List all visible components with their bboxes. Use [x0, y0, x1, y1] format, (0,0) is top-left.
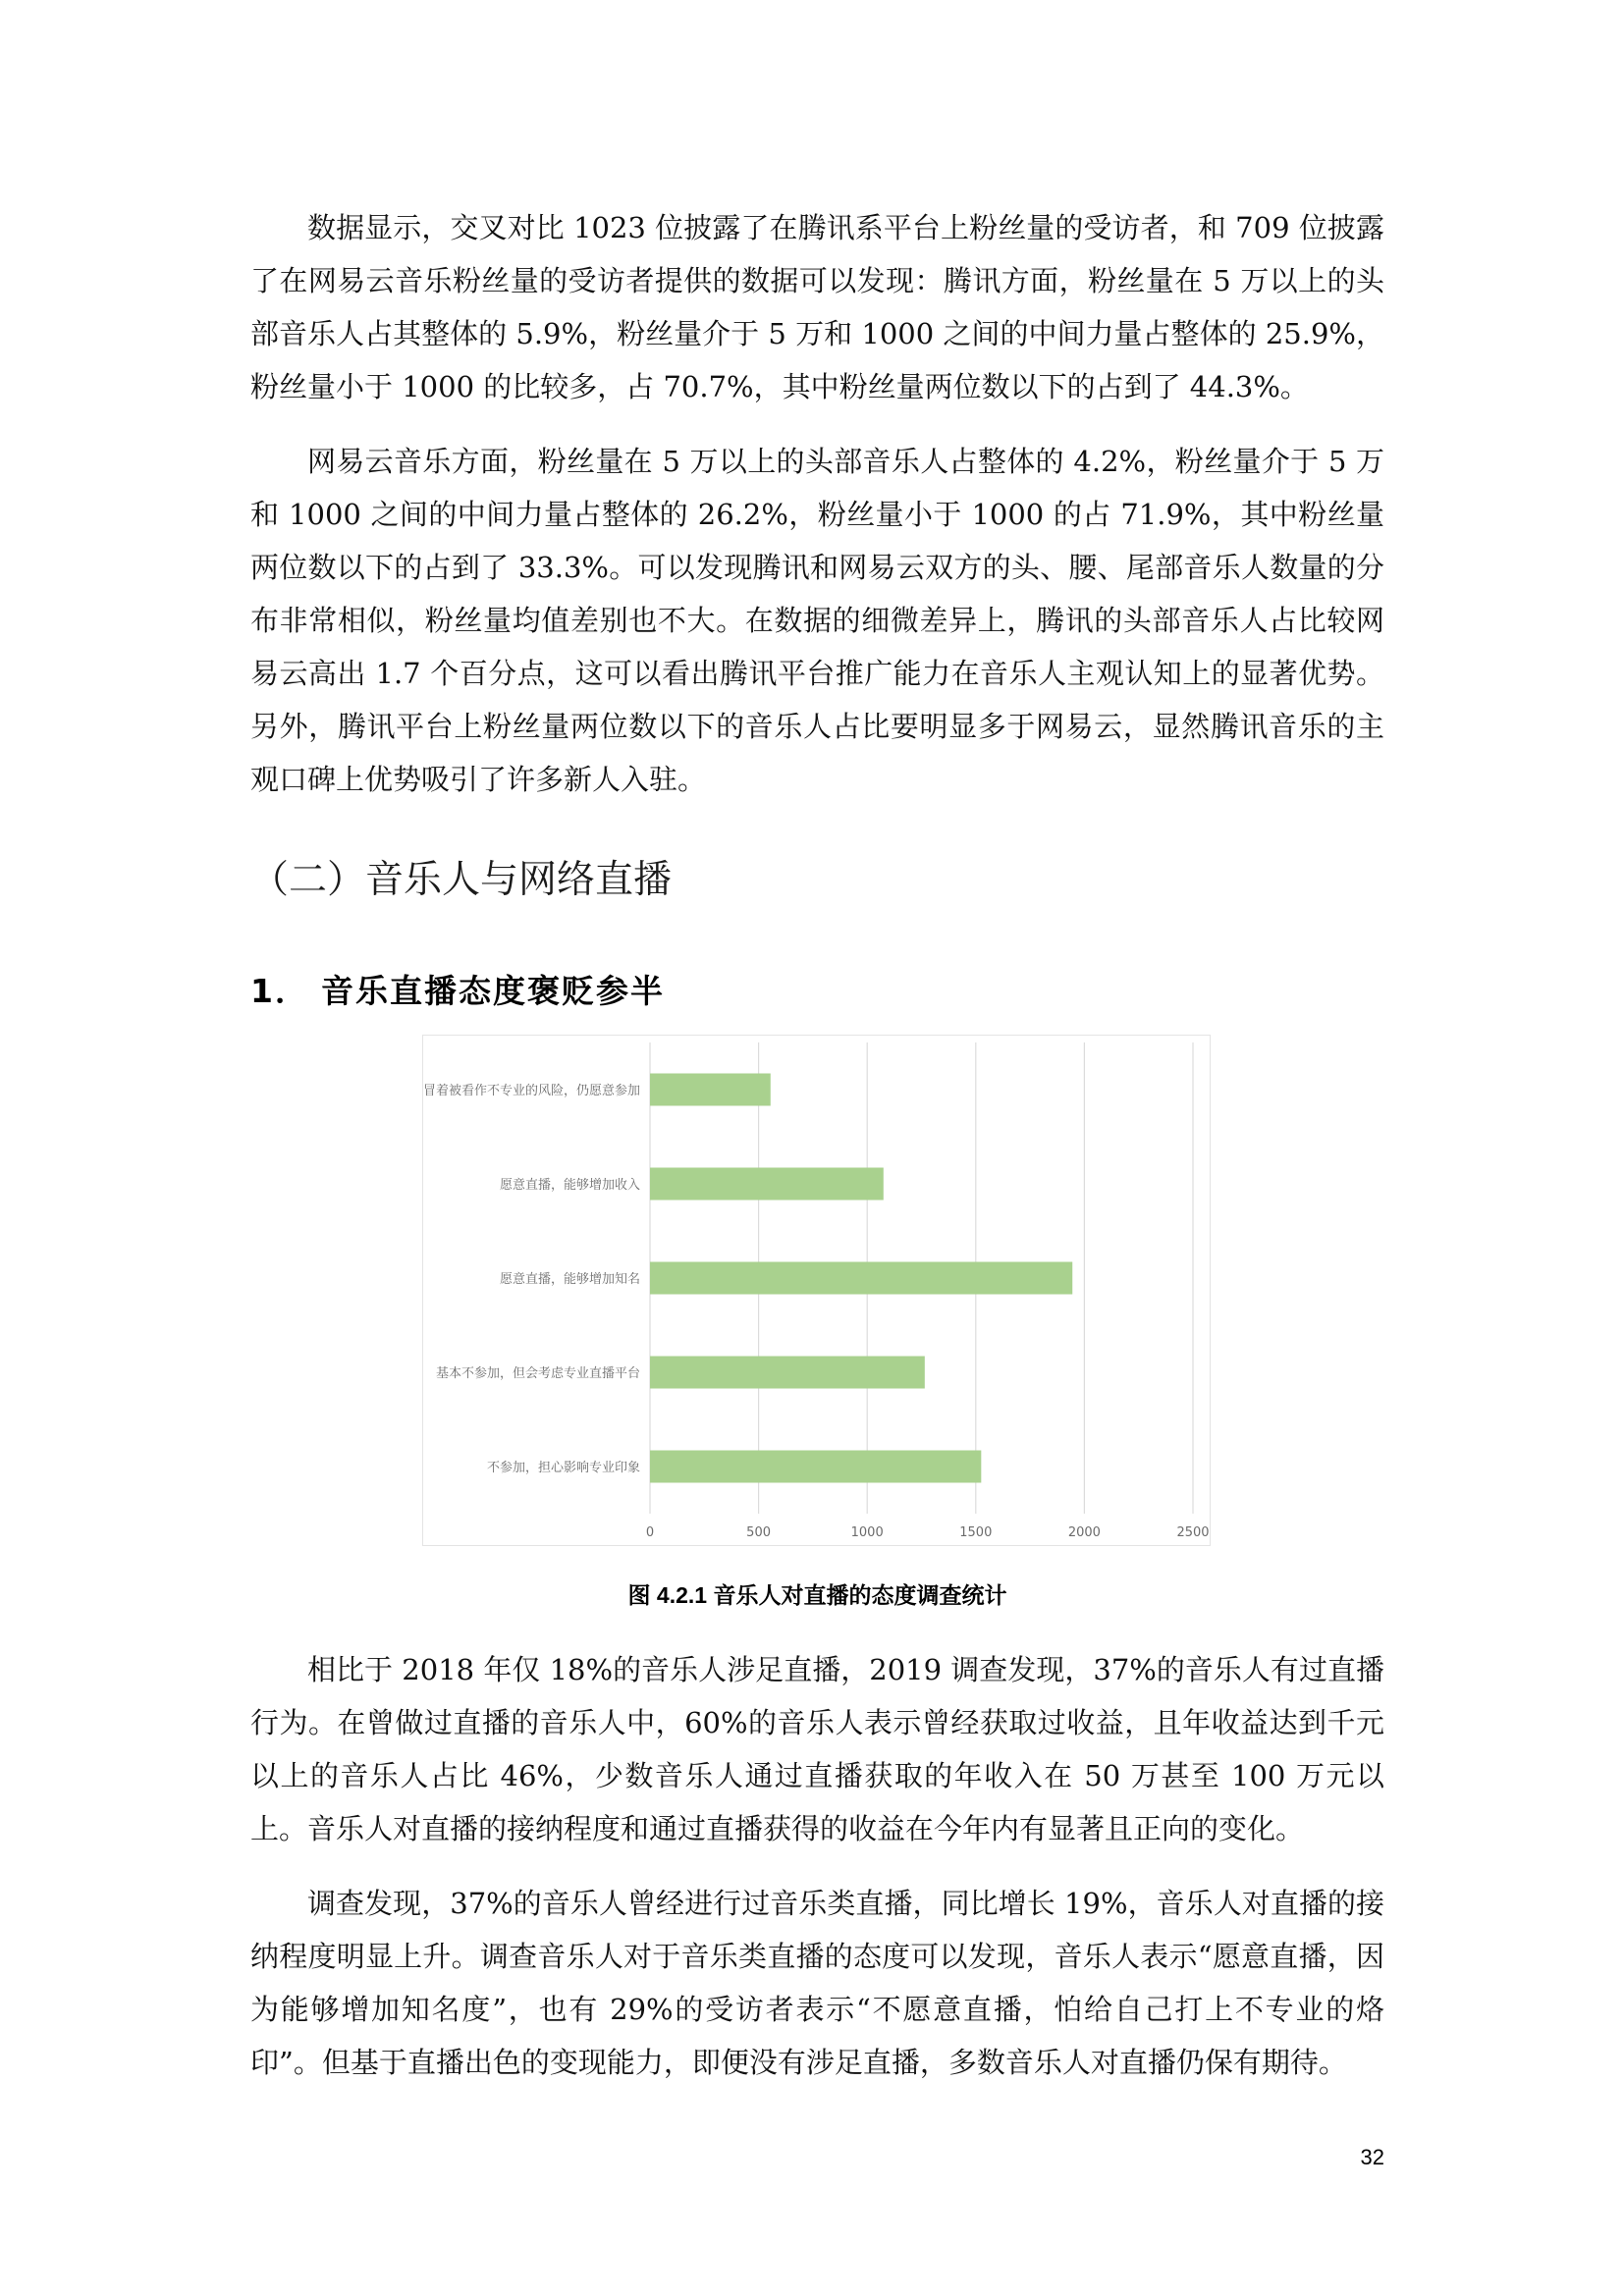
subsection-title: 音乐直播态度褒贬参半: [320, 972, 665, 1010]
bar-2: [650, 1168, 884, 1201]
body-paragraph-netease-comparison: 网易云音乐方面，粉丝量在 5 万以上的头部音乐人占整体的 4.2%，粉丝量介于 5 万和 1000 之间的中间力量占整体的 26.2%，粉丝量小于 1000 的占 71.9%，其中粉丝量两位数以下的占到了 33.3%。可以发现腾讯和网易云双方的头、腰、尾部音乐人数量的分布非常相似，粉丝量均值差别也不大。在数据的细微差异上，腾讯的头部音乐人占比较网易云高出 1.7 个百分点，这可以看出腾讯平台推广能力在音乐人主观认知上的显著优势。另外，腾讯平台上粉丝量两位数以下的音乐人占比要明显多于网易云，显然腾讯音乐的主观口碑上优势吸引了许多新人入驻。: [250, 445, 1384, 796]
category-label-4: 基本不参加，但会考虑专业直播平台: [435, 1366, 640, 1381]
category-label-3: 愿意直播，能够增加知名: [499, 1272, 640, 1287]
page-content: [250, 201, 1384, 2110]
chart-canvas: [423, 1036, 1210, 1545]
bar-5: [650, 1451, 981, 1483]
bar-4: [650, 1357, 925, 1389]
section-heading: （二）音乐人与网络直播: [250, 858, 673, 902]
x-tick-label-500: 500: [746, 1525, 772, 1540]
category-label-2: 愿意直播，能够增加收入: [499, 1178, 640, 1193]
bar-1: [650, 1074, 771, 1106]
body-paragraph-live-income: 相比于 2018 年仅 18%的音乐人涉足直播，2019 调查发现，37%的音乐人有过直播行为。在曾做过直播的音乐人中，60%的音乐人表示曾经获取过收益，且年收益达到千元以上的音乐人占比 46%，少数音乐人通过直播获取的年收入在 50 万甚至 100 万元以上。音乐人对直播的接纳程度和通过直播获得的收益在今年内有显著且正向的变化。: [250, 1653, 1384, 1845]
body-paragraph-fan-data: 数据显示，交叉对比 1023 位披露了在腾讯系平台上粉丝量的受访者，和 709 位披露了在网易云音乐粉丝量的受访者提供的数据可以发现：腾讯方面，粉丝量在 5 万以上的头部音乐人占其整体的 5.9%，粉丝量介于 5 万和 1000 之间的中间力量占整体的 25.9%，粉丝量小于 1000 的比较多，占 70.7%，其中粉丝量两位数以下的占到了 44.3%。: [250, 211, 1384, 403]
figure-caption: 图 4.2.1 音乐人对直播的态度调查统计: [627, 1582, 1007, 1608]
bar-3: [650, 1262, 1072, 1295]
x-tick-label-0: 0: [645, 1525, 655, 1540]
x-tick-label-2500: 2500: [1176, 1525, 1210, 1540]
bar-chart: [422, 1035, 1211, 1546]
x-tick-label-1000: 1000: [850, 1525, 884, 1540]
subsection-heading: [250, 967, 1384, 1016]
page-number: 32: [1360, 2145, 1384, 2169]
x-tick-label-1500: 1500: [959, 1525, 993, 1540]
category-label-5: 不参加，担心影响专业印象: [486, 1461, 640, 1475]
category-label-1: 冒着被看作不专业的风险，仍愿意参加: [423, 1084, 640, 1098]
body-paragraph-live-attitude: 调查发现，37%的音乐人曾经进行过音乐类直播，同比增长 19%，音乐人对直播的接纳程度明显上升。调查音乐人对于音乐类直播的态度可以发现，音乐人表示“愿意直播，因为能够增加知名度”，也有 29%的受访者表示“不愿意直播，怕给自己打上不专业的烙印”。但基于直播出色的变现能力，即便没有涉足直播，多数音乐人对直播仍保有期待。: [250, 1887, 1384, 2079]
subsection-number: 1．: [250, 972, 309, 1010]
x-tick-label-2000: 2000: [1067, 1525, 1101, 1540]
